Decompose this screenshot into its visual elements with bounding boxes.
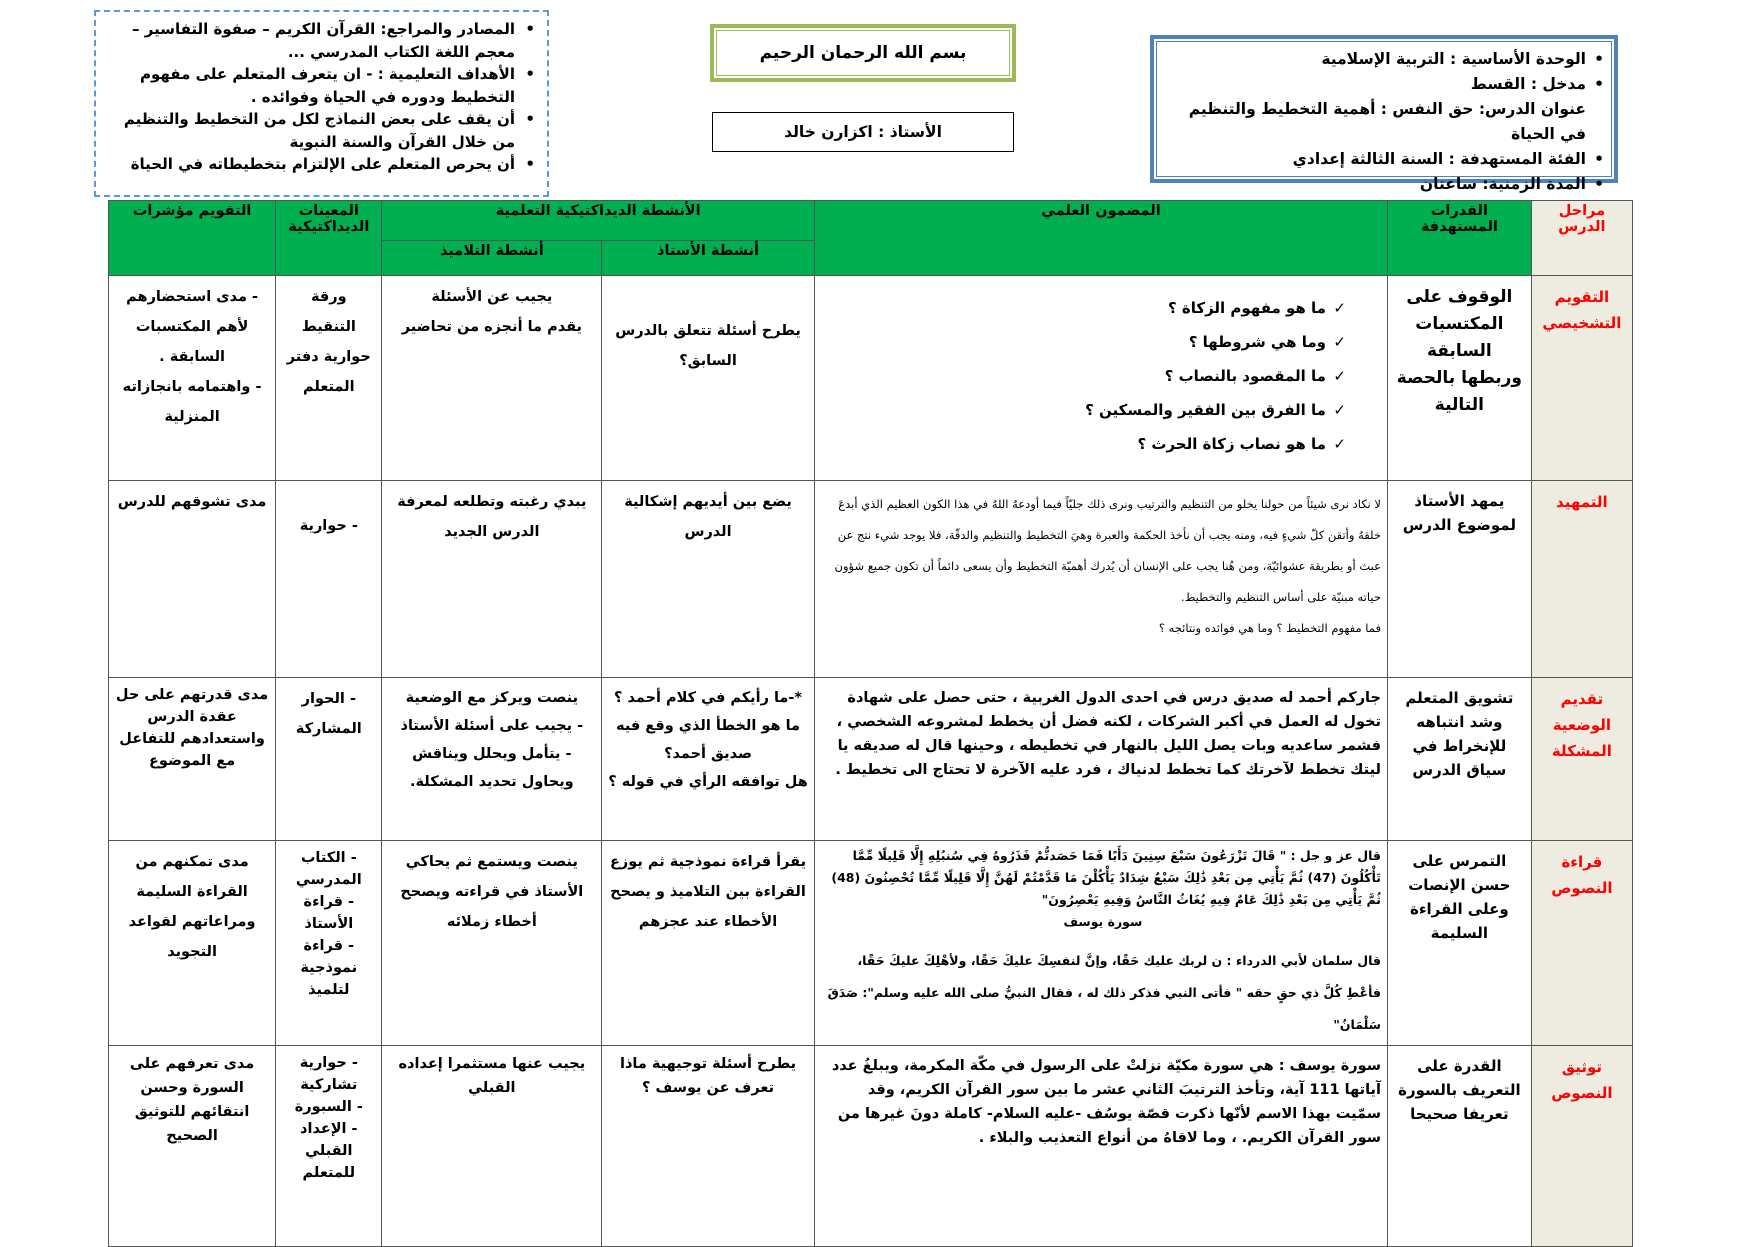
objective-item: • أن يحرص المتعلم على الإلتزام بتخطيطاته في الحياة <box>104 153 515 176</box>
quran-verse: قال عز و جل : " قَالَ تَزْرَعُونَ سَبْعَ سِنِينَ دَأَبًا فَمَا حَصَدتُّمْ فَذَرُوهُ فِي سُنبُلِهِ إِلَّا قَلِيلًا مِّمَّا تَأْكُلُونَ (47) ثُمَّ يَأْتِي مِن بَعْدِ ذَٰلِكَ سَبْعٌ شِدَادٌ يَأْكُلْنَ مَا قَدَّمْتُمْ لَهُنَّ إِلَّا قَلِيلًا مِّمَّا تُحْصِنُونَ (48) ثُمَّ يَأْتِي مِن بَعْدِ ذَٰلِكَ عَامٌ فِيهِ يُغَاثُ النَّاسُ وَفِيهِ يَعْصِرُونَ" <box>831 848 1381 907</box>
header-stages: مراحل الدرس <box>1531 201 1632 276</box>
evaluation-cell: مدى تشوقهم للدرس <box>109 481 276 678</box>
aids-cell <box>276 678 382 841</box>
teacher-activity-cell: يطرح أسئلة توجيهية ماذا تعرف عن يوسف ؟ <box>602 1046 815 1247</box>
aid-item: المشاركة <box>295 721 362 737</box>
ability-cell: يمهد الأستاذ لموضوع الدرس <box>1387 481 1531 678</box>
teacher-activity-cell: يضع بين أيديهم إشكالية الدرس <box>602 481 815 678</box>
lesson-info-box <box>1150 35 1618 193</box>
stage-cell: التقويم التشخيصي <box>1531 276 1632 481</box>
content-cell <box>814 841 1387 1046</box>
student-activity: ينصت ويركز مع الوضعية <box>405 690 579 706</box>
header-abilities: القدرات المستهدفة <box>1387 201 1531 276</box>
aids-cell: - حوارية <box>276 481 382 678</box>
stage-cell: توثيق النصوص <box>1531 1046 1632 1247</box>
student-activity: يقدم ما أنجزه من تحاضير <box>401 319 582 335</box>
content-cell: جاركم أحمد له صديق درس في احدى الدول الغربية ، حتى حصل على شهادة تخول له العمل في أكبر الشركات ، لكنه فضل أن يخطط لمشروعه الشخصي ، فشمر ساعديه وبات يصل الليل بالنهار في تخطيطه ، وحينها قال له صديقه يا ليتك تخطط لآخرتك كما تخطط لدنياك ، فرد عليه الآخرة لا تحتاج الى تخطيط . <box>814 678 1387 841</box>
content-cell: سورة يوسف : هي سورة مكيّة نزلتْ على الرسول في مكّة المكرمة، ويبلغُ عدد آياتها 111 آية، وتأخذ الترتيبَ الثاني عشر ما بين سور القرآن الكريم، وقد سمّيت بهذا الاسم لأنّها ذكرت قصّة يوسُف -عليه السلام- كاملة دونَ غيرها من سور القرآن الكريم. ، وما لاقاهُ من أنواع التعذيب والبلاء . <box>814 1046 1387 1247</box>
aids-cell <box>276 841 382 1046</box>
stage-cell: التمهيد <box>1531 481 1632 678</box>
ability-cell: التمرس على حسن الإنصات وعلى القراءة السليمة <box>1387 841 1531 1046</box>
header-aids: المعينات الديداكتيكية <box>276 201 382 276</box>
target-class-text: • الفئة المستهدفة : السنة الثالثة إعدادي <box>1162 147 1586 172</box>
student-activity: يجيب عن الأسئلة <box>431 289 553 305</box>
teacher-question: *-ما رأيكم في كلام أحمد ؟ <box>614 690 803 706</box>
aid-item: - الحوار <box>301 691 356 707</box>
table-row <box>109 1046 1633 1247</box>
aid-item: - الإعداد القبلي للمتعلم <box>300 1121 358 1181</box>
teacher-activity-cell <box>602 678 815 841</box>
unit-text: • الوحدة الأساسية : التربية الإسلامية <box>1162 47 1586 72</box>
entry-text: • مدخل : القسط <box>1162 72 1586 97</box>
header-activities: الأنشطة الديداكتيكية التعلمية <box>382 201 814 241</box>
ability-cell: الوقوف على المكتسبات السابقة وربطها بالحصة التالية <box>1387 276 1531 481</box>
teacher-question: ما هو الخطأ الذي وقع فيه صديق أحمد؟ <box>616 718 800 762</box>
student-activity: - يتأمل ويحلل ويناقش ويحاول تحديد المشكلة. <box>409 746 574 790</box>
lesson-title-text: عنوان الدرس: حق النفس : أهمية التخطيط والتنظيم في الحياة <box>1188 100 1586 143</box>
student-activity-cell: يجيب عنها مستثمرا إعداده القبلي <box>382 1046 602 1247</box>
duration-text: • المدة الزمنية: ساعتان <box>1162 172 1586 197</box>
surah-name: سورة يوسف <box>1063 914 1143 929</box>
content-paragraph: لا نكاد نرى شيئاً من حولنا يخلو من التنظيم والترتيب ونرى ذلك جليّاً فيما أودعهُ اللهُ في هذا الكون العظيم الذي أبدعَ خلقهُ وأتقن كلّ شيءٍ فيه، ومنه يجب أن نأخذ الحكمة والعبرة وهيَ التخطيط والتنظيم والدقّة، فلا يوجد شيء نتج عن عبث أو بطريقة عشوائيّة، ومن هُنا يجب على الإنسان أن يُدرك أهميّة التخطيط وأن يسعى دائماً أن تكون جميع شؤون حياته مبنيّة على أساس التنظيم والتخطيط. <box>834 497 1381 604</box>
teacher-activity-cell: يقرأ قراءة نموذجية ثم يوزع القراءة بين التلاميذ و يصحح الأخطاء عند عجزهم <box>602 841 815 1046</box>
references-item: • المصادر والمراجع: القرآن الكريم – صفوة التفاسير – معجم اللغة الكتاب المدرسي ... <box>104 18 515 63</box>
content-question: فما مفهوم التخطيط ؟ وما هي فوائده ونتائجه ؟ <box>1158 621 1381 635</box>
content-question: ✓ ما الفرق بين الفقير والمسكين ؟ <box>816 393 1386 427</box>
stage-cell: تقديم الوضعية المشكلة <box>1531 678 1632 841</box>
aid-item: - الكتاب المدرسي <box>295 850 362 888</box>
aids-cell <box>276 1046 382 1247</box>
evaluation-item: - مدى استحضارهم لأهم المكتسبات السابقة . <box>126 289 258 365</box>
student-activity-cell <box>382 276 602 481</box>
content-cell <box>814 276 1387 481</box>
lesson-plan-table <box>108 200 1633 1247</box>
table-row <box>109 481 1633 678</box>
evaluation-cell <box>109 276 276 481</box>
references-objectives-box <box>94 10 549 197</box>
aid-item: - السبورة <box>294 1099 363 1115</box>
content-question: ✓ وما هي شروطها ؟ <box>816 325 1386 359</box>
student-activity: - يجيب على أسئلة الأستاذ <box>400 718 584 734</box>
evaluation-item: - واهتمامه بانجازاته المنزلية <box>122 379 262 425</box>
hadith-text: قال سلمان لأبي الدرداء : ن لربك عليك حَقًا، وإنَّ لنفسِكَ عليكَ حَقًا، ولأهْلِكَ عليكَ حَقًا، فأعْطِ كُلَّ ذي حقٍ حقه " فأتى النبي فذكر ذلك له ، فقال النبيُّ صلى الله عليه وسلم": صَدَقَ سَلْمَانُ" <box>827 953 1381 1032</box>
evaluation-cell: مدى قدرتهم على حل عقدة الدرس واستعدادهم للتفاعل مع الموضوع <box>109 678 276 841</box>
teacher-name: الأستاذ : اكزارن خالد <box>712 112 1014 152</box>
student-activity-cell: يبدي رغبته وتطلعه لمعرفة الدرس الجديد <box>382 481 602 678</box>
table-row <box>109 276 1633 481</box>
table-row <box>109 678 1633 841</box>
teacher-activity-cell: يطرح أسئلة تتعلق بالدرس السابق؟ <box>602 276 815 481</box>
stage-cell: قراءة النصوص <box>1531 841 1632 1046</box>
ability-cell: القدرة على التعريف بالسورة تعريفا صحيحا <box>1387 1046 1531 1247</box>
evaluation-cell: مدى تمكنهم من القراءة السليمة ومراعاتهم لقواعد التجويد <box>109 841 276 1046</box>
basmala-title: بسم الله الرحمان الرحيم <box>710 24 1016 82</box>
header-teacher-activities: أنشطة الأستاذ <box>602 241 815 276</box>
table-row <box>109 841 1633 1046</box>
evaluation-cell: مدى تعرفهم على السورة وحسن انتقائهم للتوثيق الصحيح <box>109 1046 276 1247</box>
objective-item: • أن يقف على بعض النماذج لكل من التخطيط والتنظيم من خلال القرآن والسنة النبوية <box>104 108 515 153</box>
student-activity-cell: ينصت ويستمع ثم يحاكي الأستاذ في قراءته ويصحح أخطاء زملائه <box>382 841 602 1046</box>
content-question: ✓ ما هو نصاب زكاة الحرث ؟ <box>816 427 1386 461</box>
content-cell <box>814 481 1387 678</box>
aid-item: - حوارية تشاركية <box>299 1055 358 1093</box>
objective-item: • الأهداف التعليمية : - ان يتعرف المتعلم على مفهوم التخطيط ودوره في الحياة وفوائده . <box>104 63 515 108</box>
aids-cell: ورقة التنقيط حوارية دفتر المتعلم <box>276 276 382 481</box>
content-question: ✓ ما هو مفهوم الزكاة ؟ <box>816 291 1386 325</box>
header-evaluation: التقويم مؤشرات <box>109 201 276 276</box>
student-activity-cell <box>382 678 602 841</box>
teacher-question: هل توافقه الرأي في قوله ؟ <box>608 774 808 790</box>
aid-item: - قراءة الأستاذ <box>303 894 355 932</box>
header-content: المضمون العلمي <box>814 201 1387 276</box>
ability-cell: تشويق المتعلم وشد انتباهه للإنخراط في سياق الدرس <box>1387 678 1531 841</box>
header-student-activities: أنشطة التلاميذ <box>382 241 602 276</box>
content-question: ✓ ما المقصود بالنصاب ؟ <box>816 359 1386 393</box>
aid-item: - قراءة نموذجية لتلميذ <box>300 938 358 998</box>
